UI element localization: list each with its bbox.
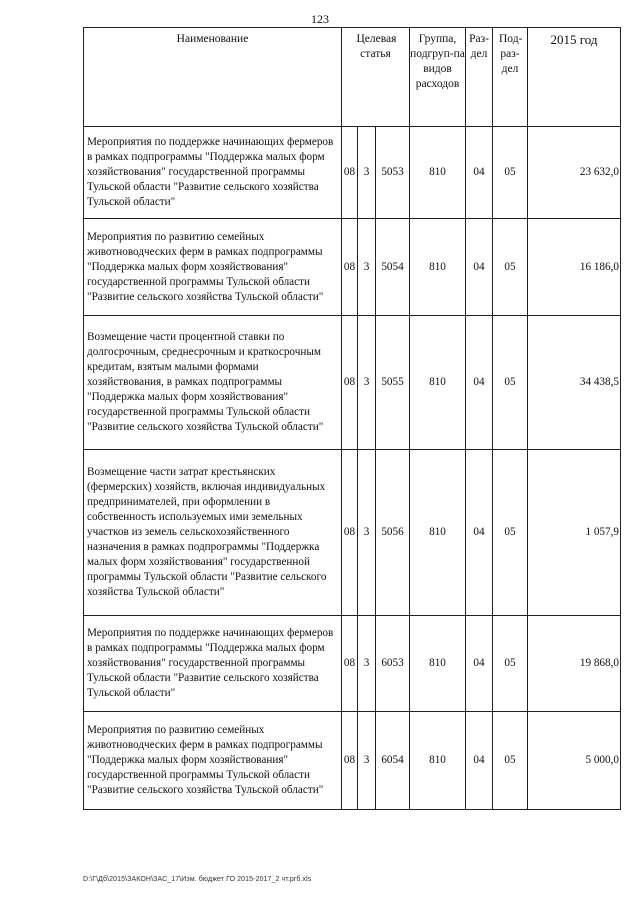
table-row [84,616,621,712]
row-article-program: 08 [342,450,358,616]
row-subsection: 05 [493,616,528,712]
row-subsection: 05 [493,127,528,219]
row-subsection: 05 [493,219,528,316]
table-row [84,127,621,219]
header-name: Наименование [84,28,342,127]
row-expense-group: 810 [410,219,466,316]
row-article-code: 5054 [376,219,410,316]
row-article-program: 08 [342,316,358,450]
row-article-code: 6054 [376,712,410,810]
row-subsection: 05 [493,712,528,810]
header-subsection-text: Под-раз-дел [499,33,523,75]
row-expense-group: 810 [410,616,466,712]
row-section: 04 [466,127,493,219]
header-section [466,28,493,127]
row-amount: 16 186,0 [528,219,621,316]
row-section: 04 [466,712,493,810]
header-target-article [342,28,410,127]
row-article-subprogram: 3 [358,219,376,316]
row-expense-group: 810 [410,316,466,450]
row-amount: 1 057,9 [528,450,621,616]
row-amount: 23 632,0 [528,127,621,219]
row-section: 04 [466,316,493,450]
row-section: 04 [466,450,493,616]
row-article-subprogram: 3 [358,712,376,810]
row-article-code: 6053 [376,616,410,712]
header-year: 2015 год [528,28,621,127]
page-number: 123 [311,12,329,26]
table-header-row [84,28,621,127]
row-expense-group: 810 [410,450,466,616]
row-name: Мероприятия по развитию семейных животноводческих ферм в рамках подпрограммы "Поддержка малых форм хозяйствования" государственной программы Тульской области "Развитие сельского хозяйства Тульской области" [84,219,342,316]
row-article-program: 08 [342,712,358,810]
row-amount: 19 868,0 [528,616,621,712]
row-article-code: 5055 [376,316,410,450]
row-article-program: 08 [342,127,358,219]
row-name: Мероприятия по поддержке начинающих фермеров в рамках подпрограммы "Поддержка малых форм хозяйствования" государственной программы Тульской области "Развитие сельского хозяйства Тульской области" [84,616,342,712]
row-amount: 5 000,0 [528,712,621,810]
header-section-text: Раз-дел [469,33,489,60]
table-row [84,450,621,616]
row-amount: 34 438,5 [528,316,621,450]
row-expense-group: 810 [410,127,466,219]
row-name: Возмещение части процентной ставки по долгосрочным, среднесрочным и краткосрочным кредитам, взятым малыми формами хозяйствования, в рамках подпрограммы "Поддержка малых форм хозяйствования" государственной программы Тульской области "Развитие сельского хозяйства Тульской области" [84,316,342,450]
row-article-subprogram: 3 [358,450,376,616]
row-name: Мероприятия по развитию семейных животноводческих ферм в рамках подпрограммы "Поддержка малых форм хозяйствования" государственной программы Тульской области "Развитие сельского хозяйства Тульской области" [84,712,342,810]
header-expense-group: Группа, подгруп-па видов расходов [410,28,466,127]
budget-table [83,27,621,810]
footer-file-path: D:\Г\Дб\2015\ЗАКОН\ЗАС_17\Изм. бюджет ГО 2015-2017_2 чт.рrб.xls [83,876,312,883]
row-article-program: 08 [342,219,358,316]
row-article-code: 5056 [376,450,410,616]
row-section: 04 [466,616,493,712]
row-expense-group: 810 [410,712,466,810]
table-row [84,219,621,316]
row-name: Мероприятия по поддержке начинающих фермеров в рамках подпрограммы "Поддержка малых форм хозяйствования" государственной программы Тульской области "Развитие сельского хозяйства Тульской области" [84,127,342,219]
header-subsection [493,28,528,127]
header-target-article-text: Целевая статья [356,33,397,60]
row-subsection: 05 [493,316,528,450]
row-article-subprogram: 3 [358,616,376,712]
row-article-subprogram: 3 [358,316,376,450]
row-article-program: 08 [342,616,358,712]
table-row [84,712,621,810]
row-article-code: 5053 [376,127,410,219]
row-subsection: 05 [493,450,528,616]
row-section: 04 [466,219,493,316]
table-row [84,316,621,450]
row-name: Возмещение части затрат крестьянских (фермерских) хозяйств, включая индивидуальных предпринимателей, при оформлении в собственность используемых ими земельных участков из земель сельскохозяйственного назначения в рамках подпрограммы "Поддержка малых форм хозяйствования" государственной программы Тульской области "Развитие сельского хозяйства Тульской области" [84,450,342,616]
row-article-subprogram: 3 [358,127,376,219]
